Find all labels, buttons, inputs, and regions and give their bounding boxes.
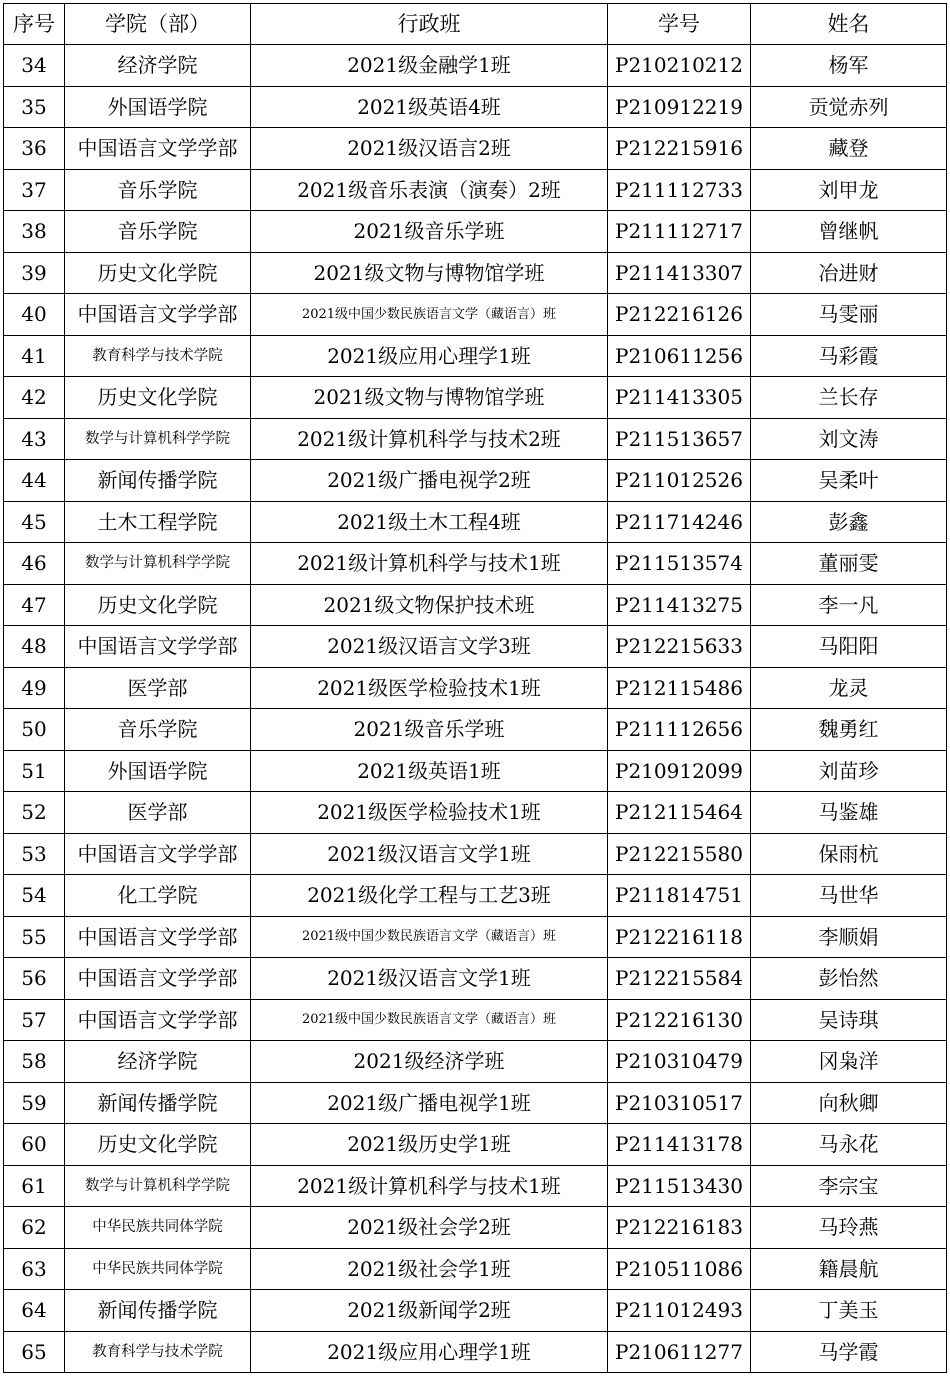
cell-student-id: P212115486 [608, 667, 751, 709]
cell-class: 2021级文物与博物馆学班 [251, 377, 608, 419]
cell-class: 2021级汉语言文学3班 [251, 626, 608, 668]
cell-class: 2021级经济学班 [251, 1041, 608, 1083]
cell-college: 数学与计算机科学学院 [65, 418, 251, 460]
cell-class: 2021级广播电视学2班 [251, 460, 608, 502]
table-row [4, 916, 947, 958]
cell-serial-number: 61 [4, 1165, 65, 1207]
cell-class: 2021级英语4班 [251, 86, 608, 128]
cell-name: 贡觉赤列 [751, 86, 947, 128]
cell-student-id: P210210212 [608, 45, 751, 87]
table-row [4, 86, 947, 128]
cell-college: 中国语言文学学部 [65, 833, 251, 875]
cell-name: 董丽雯 [751, 543, 947, 585]
cell-serial-number: 53 [4, 833, 65, 875]
table-row [4, 875, 947, 917]
cell-college: 化工学院 [65, 875, 251, 917]
cell-student-id: P211513430 [608, 1165, 751, 1207]
table-row [4, 750, 947, 792]
cell-student-id: P212215584 [608, 958, 751, 1000]
cell-name: 彭怡然 [751, 958, 947, 1000]
cell-student-id: P212216130 [608, 999, 751, 1041]
cell-college: 中国语言文学学部 [65, 626, 251, 668]
cell-student-id: P210310517 [608, 1082, 751, 1124]
cell-name: 吴柔叶 [751, 460, 947, 502]
cell-college: 经济学院 [65, 1041, 251, 1083]
cell-name: 龙灵 [751, 667, 947, 709]
student-list-sheet [3, 3, 947, 1373]
cell-college: 音乐学院 [65, 211, 251, 253]
header-serial-number: 序号 [4, 4, 65, 45]
table-row [4, 169, 947, 211]
cell-name: 藏登 [751, 128, 947, 170]
cell-student-id: P211012526 [608, 460, 751, 502]
cell-college: 新闻传播学院 [65, 1290, 251, 1332]
cell-serial-number: 52 [4, 792, 65, 834]
cell-name: 刘甲龙 [751, 169, 947, 211]
cell-college: 历史文化学院 [65, 377, 251, 419]
table-row [4, 626, 947, 668]
cell-class: 2021级社会学2班 [251, 1207, 608, 1249]
table-row [4, 999, 947, 1041]
cell-name: 马永花 [751, 1124, 947, 1166]
cell-serial-number: 47 [4, 584, 65, 626]
cell-college: 中国语言文学学部 [65, 999, 251, 1041]
table-row [4, 1082, 947, 1124]
cell-student-id: P211714246 [608, 501, 751, 543]
cell-name: 马鉴雄 [751, 792, 947, 834]
cell-college: 历史文化学院 [65, 584, 251, 626]
cell-serial-number: 48 [4, 626, 65, 668]
cell-student-id: P212216183 [608, 1207, 751, 1249]
cell-student-id: P210611256 [608, 335, 751, 377]
header-row [4, 4, 947, 45]
cell-serial-number: 39 [4, 252, 65, 294]
cell-name: 籍晨航 [751, 1248, 947, 1290]
cell-college: 教育科学与技术学院 [65, 335, 251, 377]
cell-class: 2021级计算机科学与技术1班 [251, 543, 608, 585]
cell-serial-number: 38 [4, 211, 65, 253]
cell-college: 医学部 [65, 792, 251, 834]
cell-student-id: P211513574 [608, 543, 751, 585]
cell-student-id: P212215916 [608, 128, 751, 170]
cell-student-id: P212216118 [608, 916, 751, 958]
cell-college: 外国语学院 [65, 750, 251, 792]
header-name: 姓名 [751, 4, 947, 45]
cell-college: 新闻传播学院 [65, 1082, 251, 1124]
cell-class: 2021级文物与博物馆学班 [251, 252, 608, 294]
cell-student-id: P211012493 [608, 1290, 751, 1332]
cell-college: 历史文化学院 [65, 1124, 251, 1166]
cell-student-id: P212115464 [608, 792, 751, 834]
student-table [3, 3, 947, 1373]
cell-serial-number: 34 [4, 45, 65, 87]
cell-serial-number: 62 [4, 1207, 65, 1249]
cell-class: 2021级汉语言文学1班 [251, 958, 608, 1000]
cell-student-id: P211112656 [608, 709, 751, 751]
cell-name: 吴诗琪 [751, 999, 947, 1041]
table-row [4, 833, 947, 875]
cell-student-id: P212216126 [608, 294, 751, 336]
cell-class: 2021级音乐学班 [251, 211, 608, 253]
cell-student-id: P210511086 [608, 1248, 751, 1290]
cell-serial-number: 35 [4, 86, 65, 128]
cell-serial-number: 49 [4, 667, 65, 709]
cell-college: 经济学院 [65, 45, 251, 87]
cell-name: 李一凡 [751, 584, 947, 626]
cell-name: 丁美玉 [751, 1290, 947, 1332]
cell-serial-number: 50 [4, 709, 65, 751]
table-row [4, 460, 947, 502]
table-row [4, 792, 947, 834]
cell-college: 数学与计算机科学学院 [65, 1165, 251, 1207]
cell-serial-number: 56 [4, 958, 65, 1000]
header-class: 行政班 [251, 4, 608, 45]
cell-serial-number: 37 [4, 169, 65, 211]
cell-college: 土木工程学院 [65, 501, 251, 543]
table-body [4, 45, 947, 1373]
cell-name: 马阳阳 [751, 626, 947, 668]
cell-serial-number: 64 [4, 1290, 65, 1332]
cell-name: 马学霞 [751, 1331, 947, 1373]
table-row [4, 1041, 947, 1083]
cell-college: 教育科学与技术学院 [65, 1331, 251, 1373]
cell-name: 刘苗珍 [751, 750, 947, 792]
table-row [4, 418, 947, 460]
table-row [4, 1124, 947, 1166]
cell-student-id: P211814751 [608, 875, 751, 917]
cell-class: 2021级中国少数民族语言文学（藏语言）班 [251, 294, 608, 336]
cell-class: 2021级中国少数民族语言文学（藏语言）班 [251, 999, 608, 1041]
cell-class: 2021级英语1班 [251, 750, 608, 792]
cell-class: 2021级文物保护技术班 [251, 584, 608, 626]
cell-name: 魏勇红 [751, 709, 947, 751]
cell-student-id: P211413275 [608, 584, 751, 626]
cell-class: 2021级计算机科学与技术1班 [251, 1165, 608, 1207]
table-row [4, 1290, 947, 1332]
cell-class: 2021级新闻学2班 [251, 1290, 608, 1332]
cell-college: 历史文化学院 [65, 252, 251, 294]
cell-serial-number: 60 [4, 1124, 65, 1166]
table-row [4, 1331, 947, 1373]
cell-college: 外国语学院 [65, 86, 251, 128]
table-row [4, 1248, 947, 1290]
cell-serial-number: 55 [4, 916, 65, 958]
cell-class: 2021级广播电视学1班 [251, 1082, 608, 1124]
cell-student-id: P210912219 [608, 86, 751, 128]
cell-class: 2021级医学检验技术1班 [251, 667, 608, 709]
cell-serial-number: 36 [4, 128, 65, 170]
table-row [4, 128, 947, 170]
cell-college: 新闻传播学院 [65, 460, 251, 502]
table-row [4, 543, 947, 585]
cell-name: 刘文涛 [751, 418, 947, 460]
cell-name: 杨军 [751, 45, 947, 87]
cell-student-id: P211513657 [608, 418, 751, 460]
table-row [4, 1207, 947, 1249]
cell-class: 2021级历史学1班 [251, 1124, 608, 1166]
cell-serial-number: 43 [4, 418, 65, 460]
cell-serial-number: 44 [4, 460, 65, 502]
cell-college: 中国语言文学学部 [65, 958, 251, 1000]
cell-name: 马玲燕 [751, 1207, 947, 1249]
cell-college: 中国语言文学学部 [65, 294, 251, 336]
cell-name: 曾继帆 [751, 211, 947, 253]
cell-name: 李顺娟 [751, 916, 947, 958]
table-row [4, 501, 947, 543]
cell-serial-number: 63 [4, 1248, 65, 1290]
table-row [4, 294, 947, 336]
table-row [4, 377, 947, 419]
cell-name: 冈枭洋 [751, 1041, 947, 1083]
cell-student-id: P211112717 [608, 211, 751, 253]
cell-class: 2021级汉语言文学1班 [251, 833, 608, 875]
table-row [4, 709, 947, 751]
cell-class: 2021级医学检验技术1班 [251, 792, 608, 834]
cell-class: 2021级中国少数民族语言文学（藏语言）班 [251, 916, 608, 958]
cell-class: 2021级音乐表演（演奏）2班 [251, 169, 608, 211]
cell-serial-number: 58 [4, 1041, 65, 1083]
cell-college: 医学部 [65, 667, 251, 709]
cell-serial-number: 42 [4, 377, 65, 419]
table-row [4, 252, 947, 294]
cell-serial-number: 40 [4, 294, 65, 336]
cell-name: 兰长存 [751, 377, 947, 419]
table-row [4, 45, 947, 87]
cell-college: 音乐学院 [65, 169, 251, 211]
cell-serial-number: 41 [4, 335, 65, 377]
cell-name: 冶进财 [751, 252, 947, 294]
cell-student-id: P211413178 [608, 1124, 751, 1166]
cell-serial-number: 59 [4, 1082, 65, 1124]
cell-college: 中国语言文学学部 [65, 128, 251, 170]
cell-class: 2021级汉语言2班 [251, 128, 608, 170]
cell-name: 彭鑫 [751, 501, 947, 543]
cell-serial-number: 54 [4, 875, 65, 917]
table-row [4, 1165, 947, 1207]
table-row [4, 958, 947, 1000]
table-row [4, 667, 947, 709]
cell-class: 2021级应用心理学1班 [251, 1331, 608, 1373]
cell-class: 2021级化学工程与工艺3班 [251, 875, 608, 917]
cell-class: 2021级计算机科学与技术2班 [251, 418, 608, 460]
cell-name: 马彩霞 [751, 335, 947, 377]
cell-name: 马雯丽 [751, 294, 947, 336]
cell-class: 2021级应用心理学1班 [251, 335, 608, 377]
cell-student-id: P210611277 [608, 1331, 751, 1373]
cell-class: 2021级土木工程4班 [251, 501, 608, 543]
cell-name: 保雨杭 [751, 833, 947, 875]
header-college: 学院（部） [65, 4, 251, 45]
cell-class: 2021级金融学1班 [251, 45, 608, 87]
cell-college: 中国语言文学学部 [65, 916, 251, 958]
cell-college: 中华民族共同体学院 [65, 1207, 251, 1249]
cell-class: 2021级社会学1班 [251, 1248, 608, 1290]
cell-student-id: P212215580 [608, 833, 751, 875]
cell-student-id: P210310479 [608, 1041, 751, 1083]
table-row [4, 211, 947, 253]
cell-student-id: P211112733 [608, 169, 751, 211]
table-header [4, 4, 947, 45]
cell-student-id: P211413305 [608, 377, 751, 419]
cell-college: 音乐学院 [65, 709, 251, 751]
table-row [4, 335, 947, 377]
cell-serial-number: 51 [4, 750, 65, 792]
header-student-id: 学号 [608, 4, 751, 45]
cell-serial-number: 46 [4, 543, 65, 585]
cell-student-id: P212215633 [608, 626, 751, 668]
cell-serial-number: 57 [4, 999, 65, 1041]
cell-serial-number: 45 [4, 501, 65, 543]
cell-name: 马世华 [751, 875, 947, 917]
cell-college: 数学与计算机科学学院 [65, 543, 251, 585]
cell-name: 向秋卿 [751, 1082, 947, 1124]
cell-student-id: P210912099 [608, 750, 751, 792]
cell-college: 中华民族共同体学院 [65, 1248, 251, 1290]
cell-student-id: P211413307 [608, 252, 751, 294]
cell-name: 李宗宝 [751, 1165, 947, 1207]
cell-serial-number: 65 [4, 1331, 65, 1373]
table-row [4, 584, 947, 626]
cell-class: 2021级音乐学班 [251, 709, 608, 751]
